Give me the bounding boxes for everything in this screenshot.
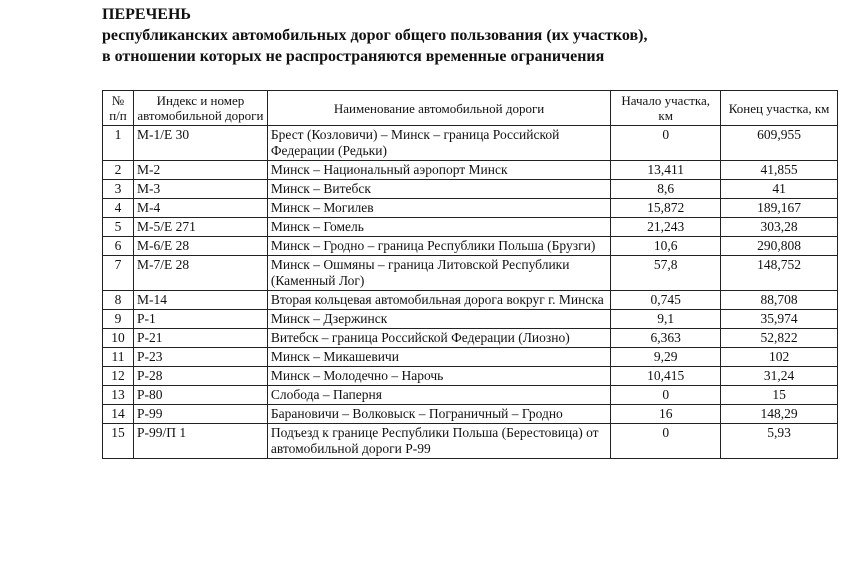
table-row bbox=[103, 329, 838, 348]
section-end: 41 bbox=[721, 180, 838, 199]
road-name: Витебск – граница Российской Федерации (Лиозно) bbox=[267, 329, 610, 348]
heading-subtitle-line-2: в отношении которых не распространяются временные ограничения bbox=[102, 48, 605, 65]
section-start: 13,411 bbox=[611, 161, 721, 180]
road-name: Минск – Молодечно – Нарочь bbox=[267, 367, 610, 386]
section-end: 102 bbox=[721, 348, 838, 367]
road-index: Р-99 bbox=[133, 405, 267, 424]
row-number: 4 bbox=[103, 199, 134, 218]
row-number: 8 bbox=[103, 291, 134, 310]
row-number: 7 bbox=[103, 256, 134, 291]
row-number: 14 bbox=[103, 405, 134, 424]
section-end: 52,822 bbox=[721, 329, 838, 348]
table-row bbox=[103, 367, 838, 386]
table-row bbox=[103, 256, 838, 291]
road-index: Р-28 bbox=[133, 367, 267, 386]
row-number: 9 bbox=[103, 310, 134, 329]
section-start: 0 bbox=[611, 386, 721, 405]
section-start: 9,29 bbox=[611, 348, 721, 367]
heading-subtitle-line-1: республиканских автомобильных дорог общего пользования (их участков), bbox=[102, 27, 648, 44]
road-index: М-2 bbox=[133, 161, 267, 180]
section-end: 35,974 bbox=[721, 310, 838, 329]
section-start: 0 bbox=[611, 424, 721, 459]
road-index: М-14 bbox=[133, 291, 267, 310]
road-name: Минск – Витебск bbox=[267, 180, 610, 199]
road-name: Минск – Дзержинск bbox=[267, 310, 610, 329]
road-name: Брест (Козловичи) – Минск – граница Российской Федерации (Редьки) bbox=[267, 126, 610, 161]
road-name: Минск – Гомель bbox=[267, 218, 610, 237]
section-end: 148,29 bbox=[721, 405, 838, 424]
road-name: Минск – Ошмяны – граница Литовской Республики (Каменный Лог) bbox=[267, 256, 610, 291]
table-row bbox=[103, 310, 838, 329]
road-index: Р-80 bbox=[133, 386, 267, 405]
section-start: 0,745 bbox=[611, 291, 721, 310]
section-end: 41,855 bbox=[721, 161, 838, 180]
heading-title: ПЕРЕЧЕНЬ bbox=[102, 6, 191, 23]
road-index: Р-99/П 1 bbox=[133, 424, 267, 459]
road-name: Слобода – Паперня bbox=[267, 386, 610, 405]
section-end: 303,28 bbox=[721, 218, 838, 237]
road-name: Минск – Микашевичи bbox=[267, 348, 610, 367]
section-start: 16 bbox=[611, 405, 721, 424]
section-start: 8,6 bbox=[611, 180, 721, 199]
table-row bbox=[103, 199, 838, 218]
table-row bbox=[103, 126, 838, 161]
road-index: М-3 bbox=[133, 180, 267, 199]
road-index: М-5/Е 271 bbox=[133, 218, 267, 237]
table-row bbox=[103, 161, 838, 180]
table-row bbox=[103, 348, 838, 367]
road-name: Подъезд к границе Республики Польша (Берестовица) от автомобильной дороги Р-99 bbox=[267, 424, 610, 459]
section-start: 10,6 bbox=[611, 237, 721, 256]
table-row bbox=[103, 237, 838, 256]
section-end: 609,955 bbox=[721, 126, 838, 161]
row-number: 13 bbox=[103, 386, 134, 405]
road-index: М-7/Е 28 bbox=[133, 256, 267, 291]
road-name: Вторая кольцевая автомобильная дорога вокруг г. Минска bbox=[267, 291, 610, 310]
section-end: 148,752 bbox=[721, 256, 838, 291]
road-name: Минск – Гродно – граница Республики Польша (Брузги) bbox=[267, 237, 610, 256]
roads-table bbox=[102, 90, 838, 459]
header-road-index: Индекс и номер автомобильной дороги bbox=[133, 91, 267, 126]
table-row bbox=[103, 386, 838, 405]
table-row bbox=[103, 218, 838, 237]
table-header-row bbox=[103, 91, 838, 126]
table-row bbox=[103, 424, 838, 459]
table-body bbox=[103, 126, 838, 459]
section-end: 290,808 bbox=[721, 237, 838, 256]
section-start: 21,243 bbox=[611, 218, 721, 237]
row-number: 2 bbox=[103, 161, 134, 180]
section-end: 15 bbox=[721, 386, 838, 405]
road-index: Р-21 bbox=[133, 329, 267, 348]
section-end: 31,24 bbox=[721, 367, 838, 386]
section-start: 10,415 bbox=[611, 367, 721, 386]
row-number: 5 bbox=[103, 218, 134, 237]
road-index: Р-1 bbox=[133, 310, 267, 329]
header-section-start: Начало участка, км bbox=[611, 91, 721, 126]
row-number: 6 bbox=[103, 237, 134, 256]
section-start: 9,1 bbox=[611, 310, 721, 329]
row-number: 3 bbox=[103, 180, 134, 199]
table-row bbox=[103, 291, 838, 310]
road-index: М-6/Е 28 bbox=[133, 237, 267, 256]
section-end: 5,93 bbox=[721, 424, 838, 459]
header-section-end: Конец участка, км bbox=[721, 91, 838, 126]
section-end: 189,167 bbox=[721, 199, 838, 218]
header-number: № п/п bbox=[103, 91, 134, 126]
table-row bbox=[103, 180, 838, 199]
section-start: 57,8 bbox=[611, 256, 721, 291]
road-index: М-1/Е 30 bbox=[133, 126, 267, 161]
road-name: Минск – Национальный аэропорт Минск bbox=[267, 161, 610, 180]
row-number: 1 bbox=[103, 126, 134, 161]
table-row bbox=[103, 405, 838, 424]
road-index: Р-23 bbox=[133, 348, 267, 367]
row-number: 11 bbox=[103, 348, 134, 367]
road-name: Минск – Могилев bbox=[267, 199, 610, 218]
road-index: М-4 bbox=[133, 199, 267, 218]
row-number: 10 bbox=[103, 329, 134, 348]
row-number: 15 bbox=[103, 424, 134, 459]
section-end: 88,708 bbox=[721, 291, 838, 310]
header-road-name: Наименование автомобильной дороги bbox=[267, 91, 610, 126]
road-name: Барановичи – Волковыск – Пограничный – Гродно bbox=[267, 405, 610, 424]
section-start: 15,872 bbox=[611, 199, 721, 218]
section-start: 6,363 bbox=[611, 329, 721, 348]
row-number: 12 bbox=[103, 367, 134, 386]
document-heading bbox=[102, 4, 647, 67]
section-start: 0 bbox=[611, 126, 721, 161]
